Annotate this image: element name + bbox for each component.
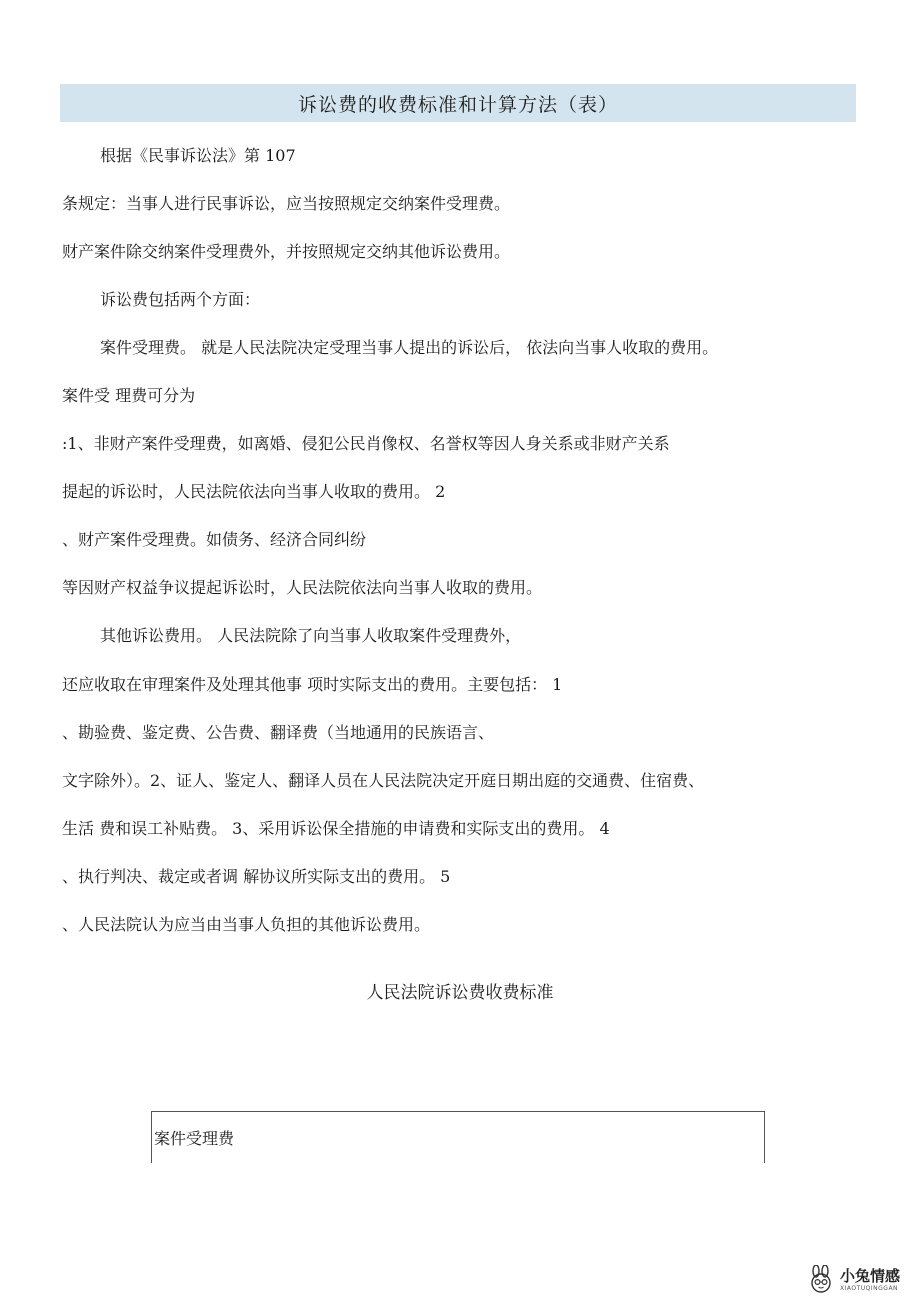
paragraph-line: :1、非财产案件受理费，如离婚、侵犯公民肖像权、名誉权等因人身关系或非财产关系 [62,434,670,453]
paragraph-line: 条规定：当事人进行民事诉讼，应当按照规定交纳案件受理费。 [62,194,511,213]
paragraph-line: 案件受 理费可分为 [62,386,196,405]
fee-standard-table [151,1111,765,1163]
paragraph-line: 文字除外）。2、证人、鉴定人、翻译人员在人民法院决定开庭日期出庭的交通费、住宿费、 [62,771,705,790]
document-title: 诉讼费的收费标准和计算方法（表） [297,93,618,116]
paragraph-line: 、勘验费、鉴定费、公告费、翻译费（当地通用的民族语言、 [62,723,495,742]
paragraph-line: 财产案件除交纳案件受理费外，并按照规定交纳其他诉讼费用。 [62,242,511,261]
paragraph-line: 根据《民事诉讼法》第 107 [100,146,296,165]
paragraph-line: 还应收取在审理案件及处理其他事 项时实际支出的费用。主要包括： 1 [62,675,563,694]
watermark-name: 小兔情感 [840,1267,901,1285]
paragraph-line: 提起的诉讼时，人民法院依法向当事人收取的费用。 2 [62,482,446,501]
paragraph-line: 案件受理费。 就是人民法院决定受理当事人提出的诉讼后， 依法向当事人收取的费用。 [100,338,719,357]
section-subtitle: 人民法院诉讼费收费标准 [366,983,554,1003]
watermark-logo [806,1262,916,1298]
table-cell-case-fee: 案件受理费 [154,1129,235,1148]
paragraph-line: 其他诉讼费用。 人民法院除了向当事人收取案件受理费外， [100,626,522,645]
rabbit-logo-icon [806,1265,836,1295]
paragraph-line: 、执行判决、裁定或者调 解协议所实际支出的费用。 5 [62,867,451,886]
paragraph-line: 、人民法院认为应当由当事人负担的其他诉讼费用。 [62,915,431,934]
paragraph-line: 诉讼费包括两个方面： [100,290,261,309]
document-title-bar [60,84,856,122]
paragraph-line: 、财产案件受理费。如债务、经济合同纠纷 [62,530,367,549]
paragraph-line: 等因财产权益争议提起诉讼时，人民法院依法向当事人收取的费用。 [62,578,543,597]
watermark-name-en: XIAOTUQINGGAN [840,1285,899,1292]
paragraph-line: 生活 费和误工补贴费。 3、采用诉讼保全措施的申请费和实际支出的费用。 4 [62,819,610,838]
